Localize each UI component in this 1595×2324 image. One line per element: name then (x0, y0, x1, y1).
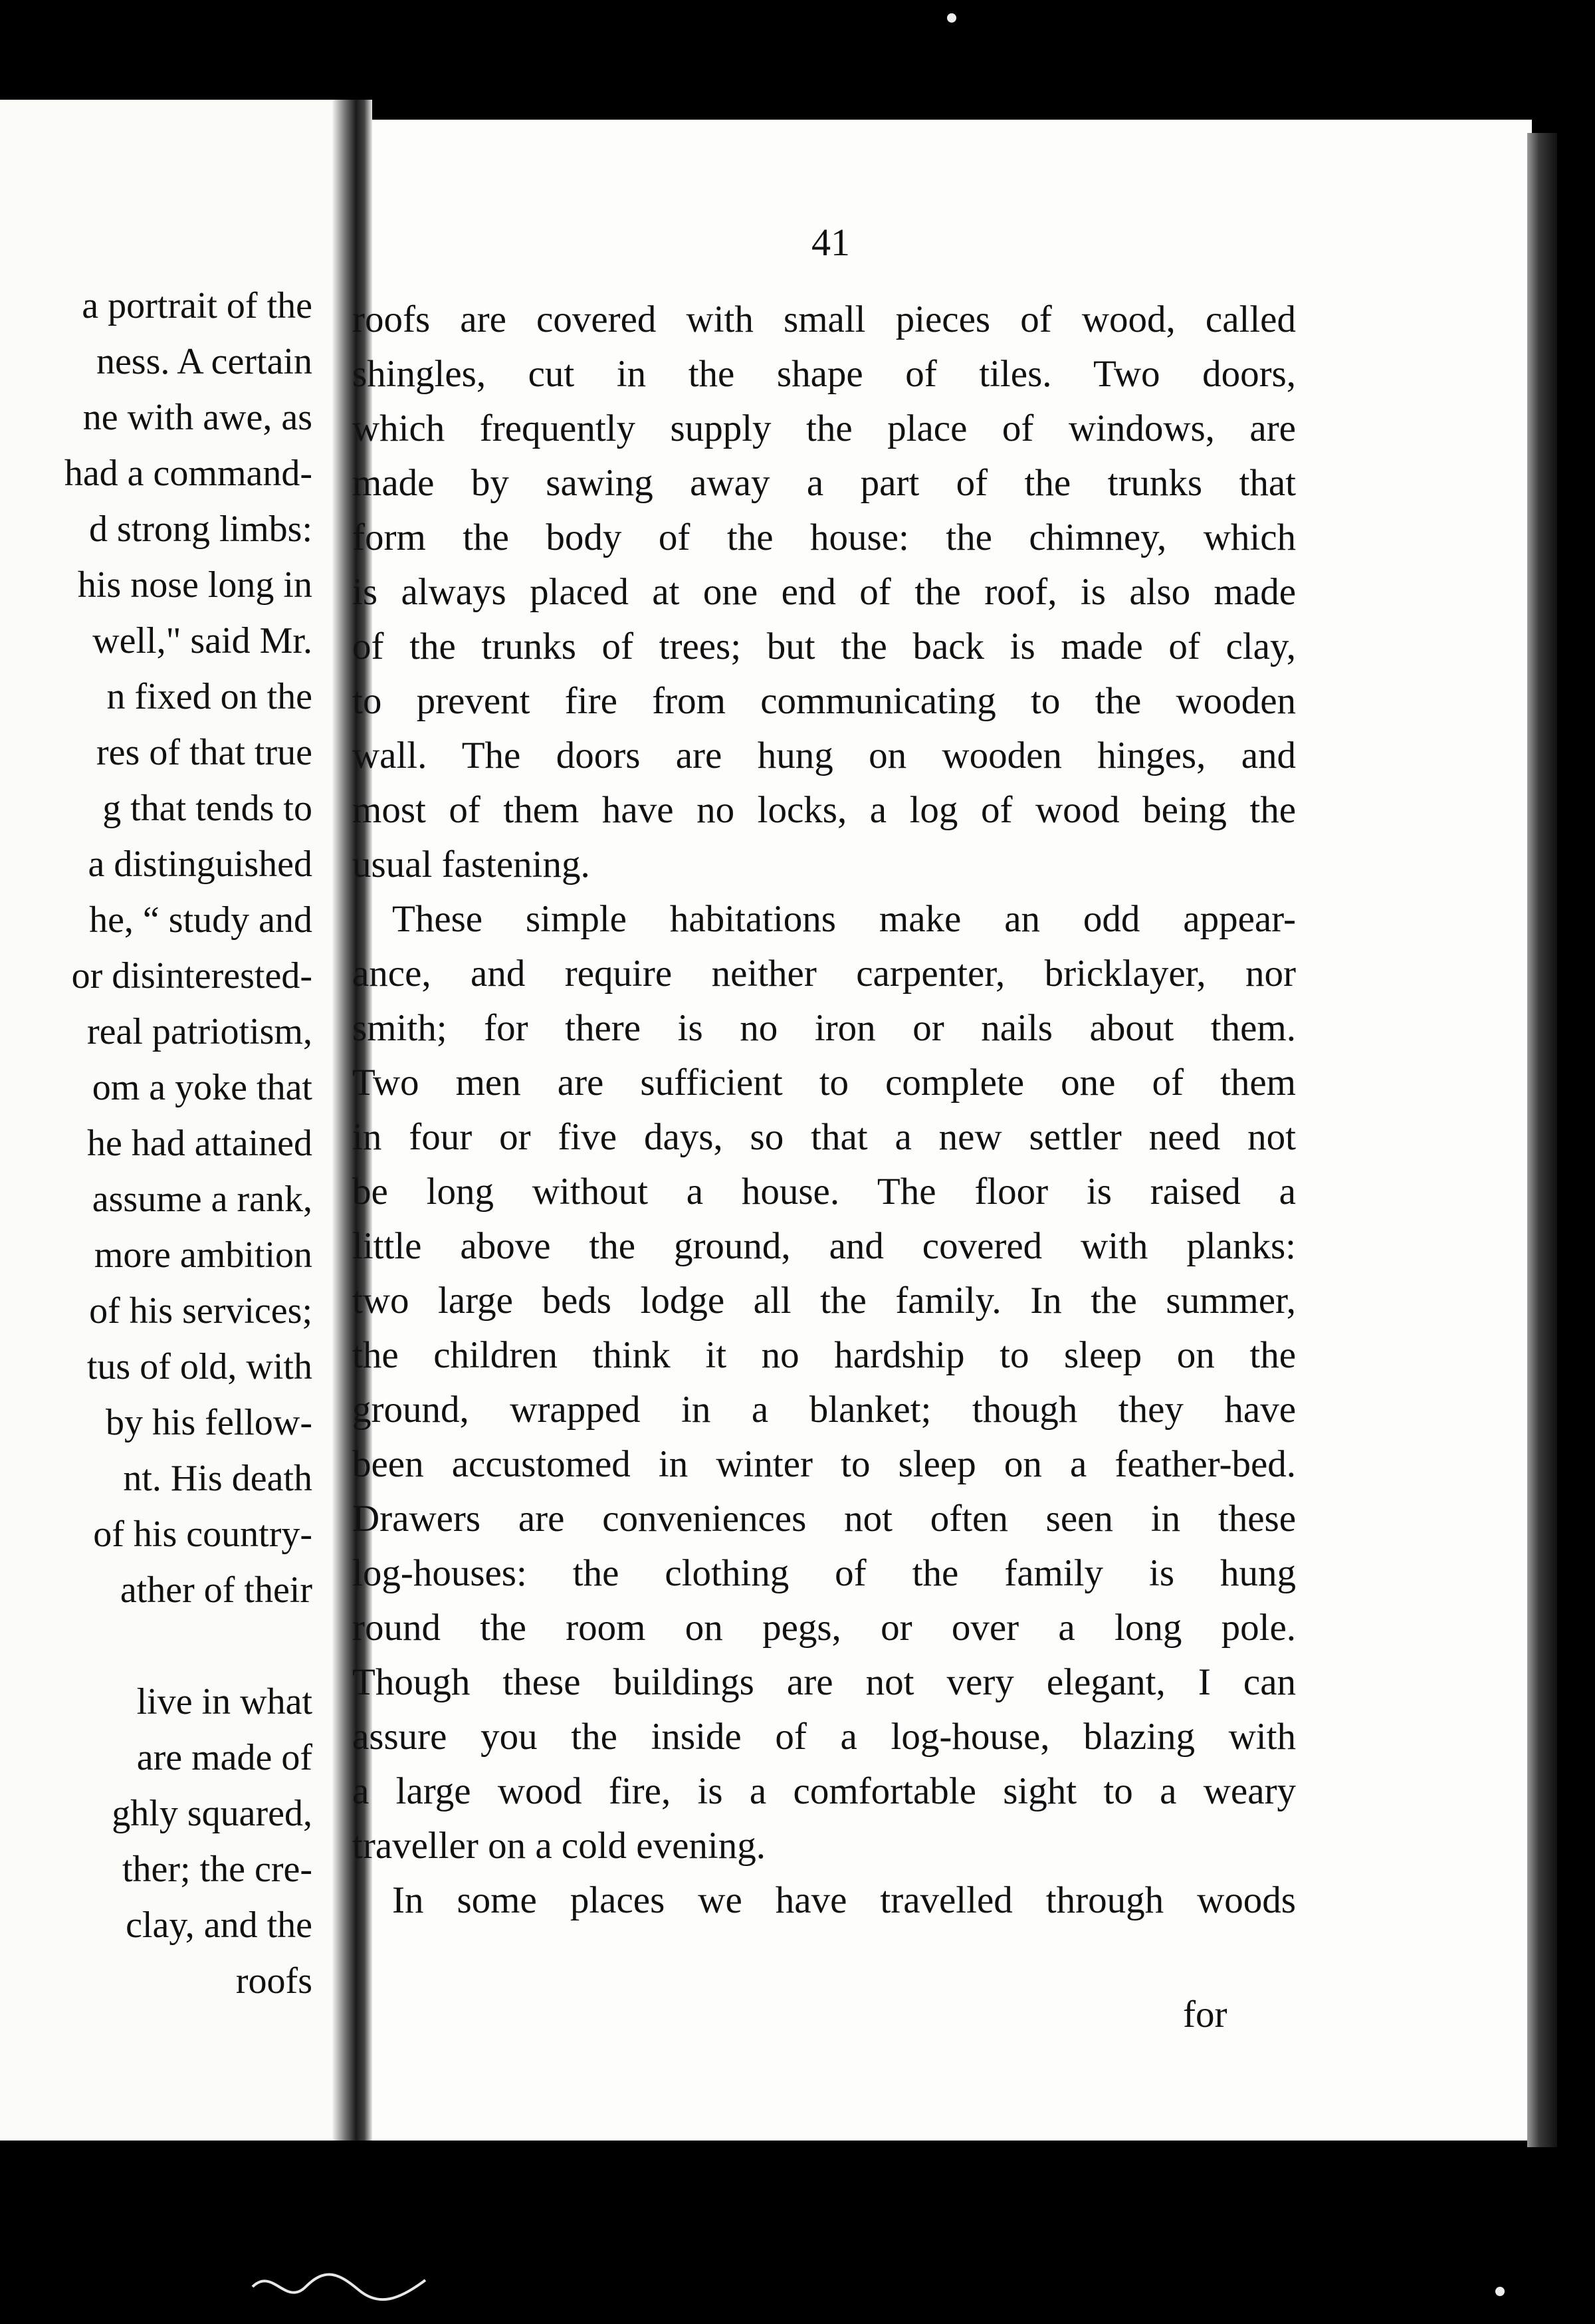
left-page-line: of his country- (93, 1514, 312, 1555)
left-page-line: he, “ study and (89, 899, 312, 941)
text-line: assure you the inside of a log-house, blazing with (352, 1716, 1296, 1758)
text-line: the children think it no hardship to sleep on the (352, 1334, 1296, 1376)
text-line: ground, wrapped in a blanket; though they have (352, 1389, 1296, 1431)
text-line: made by sawing away a part of the trunks that (352, 462, 1296, 504)
text-line: log-houses: the clothing of the family is hung (352, 1552, 1296, 1594)
left-page-line: nt. His death (123, 1458, 312, 1499)
left-page-line: clay, and the (126, 1905, 312, 1946)
text-line: is always placed at one end of the roof, is also made (352, 571, 1296, 613)
left-page-line: live in what (136, 1681, 312, 1722)
left-page-line: ness. A certain (96, 341, 312, 382)
text-line: most of them have no locks, a log of wood being the (352, 789, 1296, 831)
text-line: form the body of the house: the chimney, which (352, 517, 1296, 558)
text-line: be long without a house. The floor is raised a (352, 1171, 1296, 1213)
text-line: Two men are sufficient to complete one of them (352, 1062, 1296, 1104)
scan-speck (947, 13, 956, 23)
text-line: Though these buildings are not very elegant, I can (352, 1661, 1296, 1703)
text-line: usual fastening. (352, 844, 590, 885)
text-line: in four or five days, so that a new settler need not (352, 1116, 1296, 1158)
left-page-line: by his fellow- (105, 1402, 312, 1443)
left-page-line: real patriotism, (86, 1011, 312, 1052)
left-page-line: assume a rank, (92, 1179, 312, 1220)
text-line: to prevent fire from communicating to the wooden (352, 680, 1296, 722)
left-page-line: well," said Mr. (92, 620, 312, 661)
text-line: been accustomed in winter to sleep on a feather-bed. (352, 1443, 1296, 1485)
left-page-line: om a yoke that (92, 1067, 312, 1108)
left-page-text (0, 278, 312, 2009)
text-line: a large wood fire, is a comfortable sight to a weary (352, 1770, 1296, 1812)
text-line: which frequently supply the place of windows, are (352, 407, 1296, 449)
left-page-line: g that tends to (102, 788, 312, 829)
left-page-line: he had attained (87, 1123, 312, 1164)
left-page-line: ther; the cre- (122, 1849, 312, 1890)
left-page-line: are made of (136, 1737, 312, 1778)
left-page-line: res of that true (96, 732, 312, 773)
text-line: traveller on a cold evening. (352, 1825, 766, 1867)
page-edge-shadow (1527, 133, 1557, 2147)
left-page-line (0, 1618, 312, 1674)
text-line: of the trunks of trees; but the back is made of clay, (352, 626, 1296, 667)
text-line: In some places we have travelled through woods (392, 1879, 1296, 1921)
left-page-line: a distinguished (88, 844, 312, 885)
text-line: round the room on pegs, or over a long pole. (352, 1607, 1296, 1649)
text-line: shingles, cut in the shape of tiles. Two doors, (352, 353, 1296, 395)
text-line: two large beds lodge all the family. In the summer, (352, 1280, 1296, 1322)
left-page-line: had a command- (64, 453, 312, 494)
left-page-line: n fixed on the (106, 676, 312, 717)
left-page-line: tus of old, with (86, 1346, 312, 1387)
left-page-line: ne with awe, as (82, 397, 312, 438)
left-page-line: more ambition (94, 1234, 312, 1276)
page-number: 41 (811, 221, 850, 264)
left-page-line: d strong limbs: (88, 509, 312, 550)
left-page-line: roofs (235, 1960, 312, 2002)
text-line: wall. The doors are hung on wooden hinges, and (352, 735, 1296, 776)
left-page-line: of his services; (89, 1290, 312, 1332)
left-page-line: or disinterested- (71, 955, 312, 996)
text-line: These simple habitations make an odd appear- (392, 898, 1296, 940)
left-page-line: his nose long in (77, 564, 312, 606)
text-line: ance, and require neither carpenter, bricklayer, nor (352, 953, 1296, 994)
scan-scratch-mark (246, 2260, 432, 2313)
left-page (0, 100, 339, 2141)
scan-speck (1495, 2287, 1505, 2296)
right-page-text (352, 292, 1296, 1928)
text-line: smith; for there is no iron or nails about them. (352, 1007, 1296, 1049)
left-page-line: ghly squared, (112, 1793, 312, 1834)
left-page-line: a portrait of the (82, 285, 312, 326)
text-line: little above the ground, and covered with planks: (352, 1225, 1296, 1267)
left-page-line: ather of their (120, 1569, 312, 1611)
text-line: roofs are covered with small pieces of wood, called (352, 298, 1296, 340)
catchword: for (1183, 1994, 1227, 2035)
text-line: Drawers are conveniences not often seen in these (352, 1498, 1296, 1540)
